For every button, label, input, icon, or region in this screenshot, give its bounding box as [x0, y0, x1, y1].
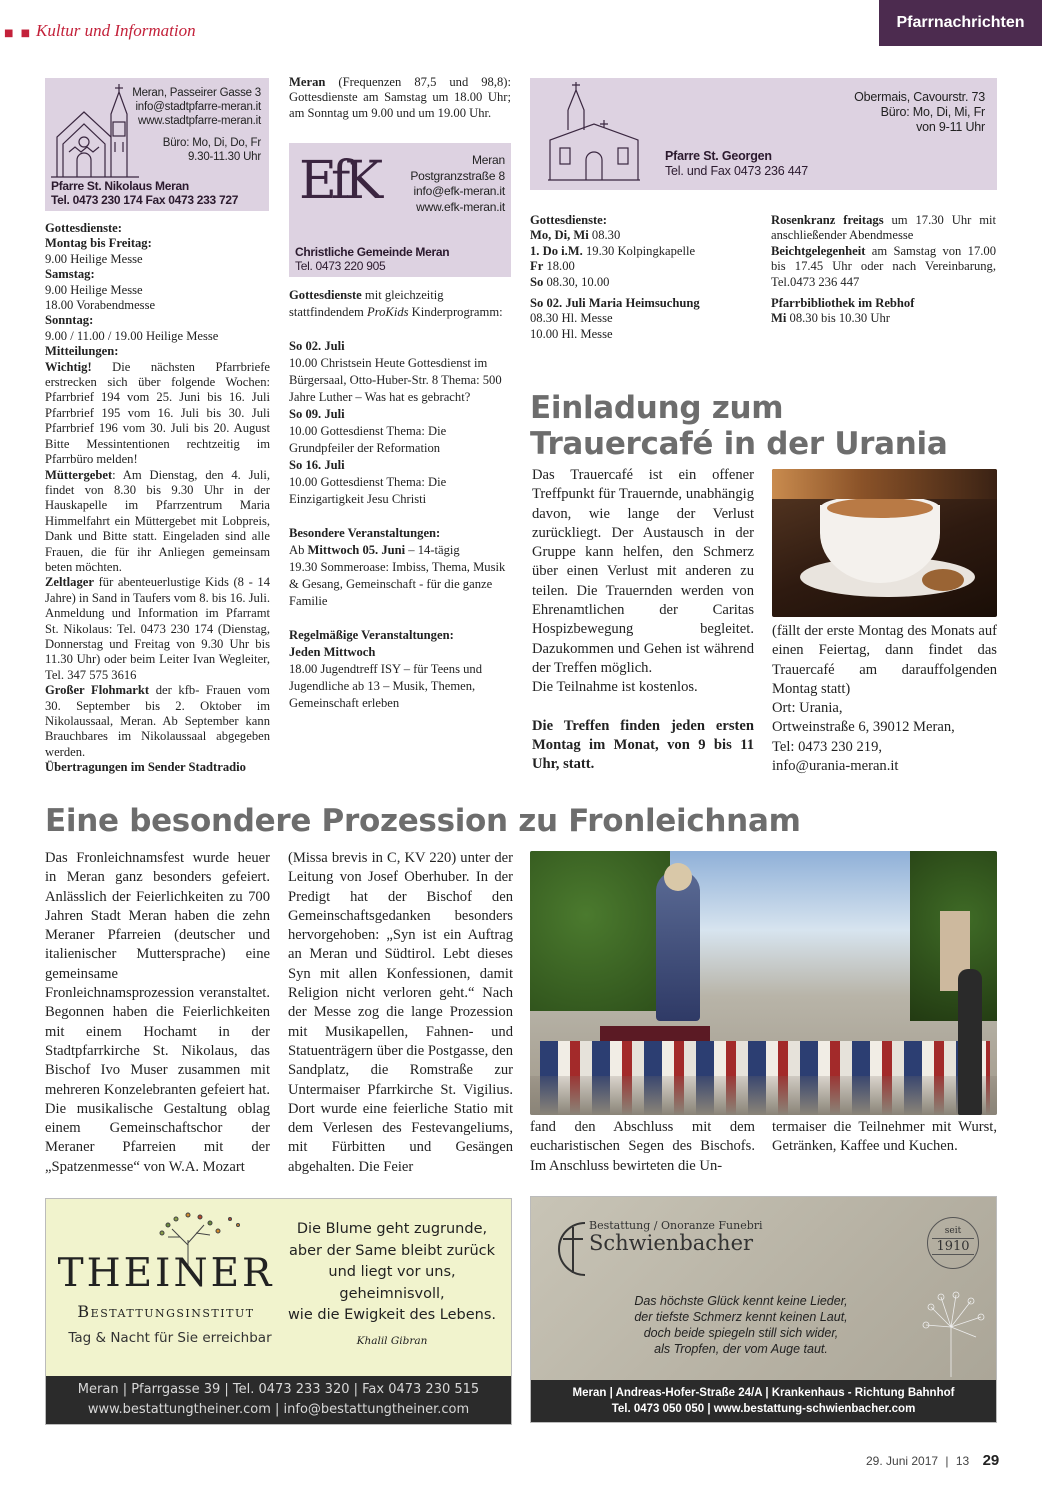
nikolaus-line: Sonntag: — [45, 313, 94, 328]
dandelion-icon — [911, 1277, 996, 1377]
urania-text: Das Trauercafé ist ein offener Treffpunkt für Trauernde, unabhängig davon, wie lange der Verlust zurückliegt. Der Austausch in der Gruppe kann helfen, den Schmerz über einen Verlust mit anderen zu teilen. Die Trauernden werden von Ehrenamtlichen der Caritas Hospizbewegung begleitet. Dazukommen und Gehen ist während der Treffen möglich. Die Teilnahme ist kostenlos. Die Treffen finden jeden ersten Montag im Monat, von 9 bis 11 Uhr, statt. — [532, 467, 754, 773]
nikolaus-line: Samstag: — [45, 267, 95, 282]
efk-logo: EfK — [299, 151, 378, 211]
nikolaus-line: 9.00 Heilige Messe — [45, 251, 143, 266]
georgen-tel: Tel. und Fax 0473 236 447 — [665, 163, 809, 178]
nikolaus-line: Gottesdienste: — [45, 221, 122, 235]
georgen-right-column — [771, 213, 996, 327]
fronleichnam-title: Eine besondere Prozession zu Fronleichnam — [45, 803, 801, 839]
efk-city: Meran — [471, 153, 505, 167]
theiner-quote: Die Blume geht zugrunde, aber der Same bleibt zurück und liegt vor uns, geheimnisvoll, wie die Ewigkeit des Lebens. Khalil Gibran — [287, 1221, 497, 1347]
efk-email[interactable]: info@efk-meran.it — [413, 184, 505, 198]
nikolaus-line: 9.00 / 11.00 / 19.00 Heilige Messe — [45, 328, 219, 343]
fronleichnam-col3: fand den Abschluss mit dem eucharistischen Segen des Bischofs. Im Anschluss bewirteten die Un- — [530, 1119, 755, 1174]
nikolaus-office-hours: 9.30-11.30 Uhr — [187, 151, 261, 163]
efk-event: So 02. Juli 10.00 Christsein Heute Gottesdienst im Bürgersaal, Otto-Huber-Str. 8 Thema: 500 Jahre Luther – Was hat es gebracht? — [289, 339, 502, 404]
georgen-library: Pfarrbibliothek im Rebhof — [771, 296, 915, 311]
footer-issue: 13 — [955, 1454, 970, 1468]
efk-street: Postgranzstraße 8 — [410, 168, 505, 183]
efk-tel: Tel. 0473 220 905 — [295, 259, 386, 273]
category-tab: Pfarrnachrichten — [879, 0, 1042, 46]
notice-radio: Übertragungen im Sender Stadtradio — [45, 760, 246, 775]
nikolaus-info-box — [45, 78, 269, 211]
urania-title: Einladung zum Trauercafé in der Urania — [530, 390, 948, 462]
nikolaus-tel: Tel. 0473 230 174 Fax 0473 233 727 — [51, 193, 239, 207]
efk-info-box — [289, 143, 511, 277]
efk-special-heading: Besondere Veranstaltungen: — [289, 526, 441, 540]
schwienbacher-ad — [530, 1196, 997, 1423]
georgen-line: Gottesdienste: — [530, 213, 607, 227]
efk-regular-heading: Regelmäßige Veranstaltungen: — [289, 628, 454, 642]
georgen-office-days: Büro: Mo, Di, Mi, Fr — [880, 105, 985, 119]
notice-muettergebet: Müttergebet: Am Dienstag, den 4. Juli, findet von 8.30 bis 9.30 Uhr in der Hauskapelle im Pfarrzentrum Maria Himmelfahrt ein Müttergebet mit Lobpreis, Dank und Bitte statt. Eingeladen sind alle Frauen, die für ihr Anliegen gemeinsam beten möchten. — [45, 467, 270, 574]
schwienbacher-quote: Das höchste Glück kennt keine Lieder, der tiefste Schmerz kennt keinen Laut, doch beide spiegeln still sich wider, als Tropfen, der vom Auge taut. — [634, 1294, 848, 1356]
fronleichnam-col2: (Missa brevis in C, KV 220) unter der Leitung von Josef Oberhuber. In der Predigt hat der Bischof den Gemeinschaftsgedanken besonders hervorgehoben: „Syn ist ein Auftrag an Meran und Südtirol. Lebt dieses Syn mit allen Konfessionen, damit Religion nicht verloren geht.“ Nach der Messe zog die lange Prozession mit Musikapellen, Fahnen- und Statuenträgern über die Postgasse, den Sandplatz, die Romstraße zur Untermaiser Pfarrkirche St. Vigilius. Dort wurde eine feierliche Statio mit dem Verlesen des Festevangeliums, mit Fürbitten und Gesängen abgehalten. Die Feier — [288, 850, 513, 1175]
georgen-line: Fr 18.00 — [530, 259, 575, 274]
notice-important: Wichtig! Die nächsten Pfarrbriefe erstrecken sich über folgende Wochen: Pfarrbrief 194 vom 25. Juni bis 16. Juli Pfarrbrief 195 vom 16. Juli bis 30. Juli Pfarrbrief 196 vom 30. Juli bis 20. August Bitte Messintentionen rechtzeitig im Pfarrbüro melden! — [45, 359, 270, 467]
footer-separator: | — [945, 1454, 949, 1468]
efk-column — [289, 287, 513, 712]
efk-intro: Gottesdienste mit gleichzeitig stattfindendem ProKids Kinderprogramm: — [289, 288, 503, 319]
header-dots: ■ ■ — [4, 28, 33, 39]
efk-special-date: Ab Mittwoch 05. Juni – 14-tägig — [289, 543, 460, 557]
since-seal: seit 1910 — [927, 1217, 979, 1269]
nikolaus-line: 9.00 Heilige Messe — [45, 282, 143, 297]
efk-regular-day: Jeden Mittwoch — [289, 645, 376, 659]
georgen-address: Obermais, Cavourstr. 73 — [854, 90, 985, 104]
nikolaus-name: Pfarre St. Nikolaus Meran — [51, 179, 189, 193]
notice-zeltlager: Zeltlager für abenteuerlustige Kids (8 - 14 Jahre) in Sand in Taufers vom 8. bis 16. Juli. Anmeldung und Information im Pfarramt St. Nikolaus: Tel. 0473 230 174 (Dienstag, Donnerstag und Freitag von 9.30 Uhr bis 11.30 Uhr) oder beim Leiter Ivan Wegleiter, Tel. 347 575 3616 — [45, 575, 270, 682]
efk-name: Christliche Gemeinde Meran — [295, 245, 450, 259]
schwienbacher-subtitle: Bestattung / Onoranze Funebri — [589, 1219, 763, 1232]
georgen-line: Mo, Di, Mi 08.30 — [530, 228, 621, 243]
theiner-ad — [45, 1198, 512, 1425]
schwienbacher-web[interactable]: Tel. 0473 050 050 | www.bestattung-schwienbacher.com — [611, 1403, 916, 1415]
nikolaus-line: Mitteilungen: — [45, 344, 119, 359]
nikolaus-line: 18.00 Vorabendmesse — [45, 298, 156, 313]
schwienbacher-contact-bar — [531, 1380, 996, 1422]
notice-flohmarkt: Großer Flohmarkt der kfb- Frauen vom 30. September bis 2. Oktober im Nikolaussaal, Meran. Ab September kann Brauchbares im Nikolaussaal abgegeben werden. — [45, 683, 270, 759]
nikolaus-office-days: Büro: Mo, Di, Do, Fr — [162, 137, 261, 149]
theiner-web[interactable]: www.bestattungtheiner.com | info@bestattungtheiner.com — [87, 1402, 470, 1417]
nikolaus-website[interactable]: www.stadtpfarre-meran.it — [137, 115, 261, 127]
georgen-name: Pfarre St. Georgen — [665, 149, 772, 163]
church-icon — [49, 82, 141, 182]
footer — [866, 1452, 999, 1469]
schwienbacher-address: Meran | Andreas-Hofer-Straße 24/A | Krankenhaus - Richtung Bahnhof — [572, 1387, 955, 1399]
georgen-visit-line: 08.30 Hl. Messe — [530, 311, 613, 326]
footer-date: 29. Juni 2017 — [866, 1454, 939, 1468]
georgen-line: 1. Do i.M. 19.30 Kolpingkapelle — [530, 243, 696, 258]
georgen-info-box — [530, 78, 997, 190]
efk-special-text: 19.30 Sommeroase: Imbiss, Thema, Musik & Gesang, Gemeinschaft - für die ganze Familie — [289, 560, 506, 608]
efk-website[interactable]: www.efk-meran.it — [416, 199, 505, 214]
theiner-address: Meran | Pfarrgasse 39 | Tel. 0473 233 320 | Fax 0473 230 515 — [77, 1382, 480, 1397]
nikolaus-email[interactable]: info@stadtpfarre-meran.it — [135, 101, 261, 113]
georgen-line: So 08.30, 10.00 — [530, 274, 610, 289]
theiner-subtitle: Bestattungsinstitut — [77, 1302, 255, 1321]
nikolaus-column — [45, 221, 270, 776]
georgen-left-column — [530, 213, 750, 342]
section-title: Kultur und Information — [36, 21, 196, 40]
schwienbacher-name: Schwienbacher — [589, 1231, 754, 1255]
theiner-tagline: Tag & Nacht für Sie erreichbar — [68, 1330, 272, 1346]
georgen-visit-heading: So 02. Juli Maria Heimsuchung — [530, 296, 700, 311]
nikolaus-line: Montag bis Freitag: — [45, 236, 152, 251]
georgen-library-hours: Mi 08.30 bis 10.30 Uhr — [771, 311, 890, 326]
fronleichnam-col4: termaiser die Teilnehmer mit Wurst, Getränken, Kaffee und Kuchen. — [772, 1119, 997, 1155]
efk-event: So 16. Juli 10.00 Gottesdienst Thema: Die Einzigartigkeit Jesu Christi — [289, 458, 447, 506]
page-number: 29 — [982, 1452, 1000, 1469]
cross-icon — [545, 1219, 595, 1279]
fronleichnam-col1: Das Fronleichnamsfest wurde heuer in Meran ganz besonders gefeiert. Anlässlich der Feierlichkeiten zu 700 Jahren Stadt Meran haben die zehn Meraner Pfarreien (deutscher und italienischer Muttersprache) eine gemeinsame Fronleichnamsprozession veranstaltet. Begonnen haben die Feierlichkeiten mit einem Hochamt in der Stadtpfarrkirche St. Nikolaus, das Bischof Ivo Muser zusammen mit mehreren Konzelebranten gefeiert hat. Die musikalische Gestaltung oblag einem Gemeinschaftschor der Meraner Pfarreien mit der „Spatzenmesse“ von W.A. Mozart — [45, 850, 270, 1175]
coffee-photo — [772, 469, 997, 617]
radio-info: Meran (Frequenzen 87,5 und 98,8): Gottesdienste am Samstag um 18.00 Uhr; am Sonntag um 9.00 und um 19.00 Uhr. — [289, 75, 511, 120]
nikolaus-address: Meran, Passeirer Gasse 3 — [132, 87, 261, 99]
efk-regular-text: 18.00 Jugendtreff ISY – für Teens und Jugendliche ab 13 – Musik, Themen, Gemeinschaft erleben — [289, 662, 483, 710]
urania-details: (fällt der erste Montag des Monats auf einen Feiertag, dann findet das Trauercafé am darauffolgenden Montag statt) Ort: Urania, Ortweinstraße 6, 39012 Meran, Tel: 0473 230 219, info@urania-meran.it — [772, 622, 997, 776]
church-icon — [544, 80, 644, 184]
urania-email[interactable]: info@urania-meran.it — [772, 758, 899, 775]
efk-event: So 09. Juli 10.00 Gottesdienst Thema: Die Grundpfeiler der Reformation — [289, 407, 447, 455]
georgen-office-hours: von 9-11 Uhr — [916, 120, 985, 134]
theiner-logo: THEINER — [57, 1251, 275, 1296]
theiner-contact-bar — [46, 1376, 511, 1424]
procession-photo — [530, 851, 997, 1115]
georgen-rosary: Rosenkranz freitags um 17.30 Uhr mit anschließender Abendmesse — [771, 213, 996, 243]
georgen-visit-line: 10.00 Hl. Messe — [530, 326, 613, 341]
georgen-confession: Beichtgelegenheit am Samstag von 17.00 bis 17.45 Uhr oder nach Vereinbarung, Tel.0473 236 447 — [771, 243, 996, 289]
